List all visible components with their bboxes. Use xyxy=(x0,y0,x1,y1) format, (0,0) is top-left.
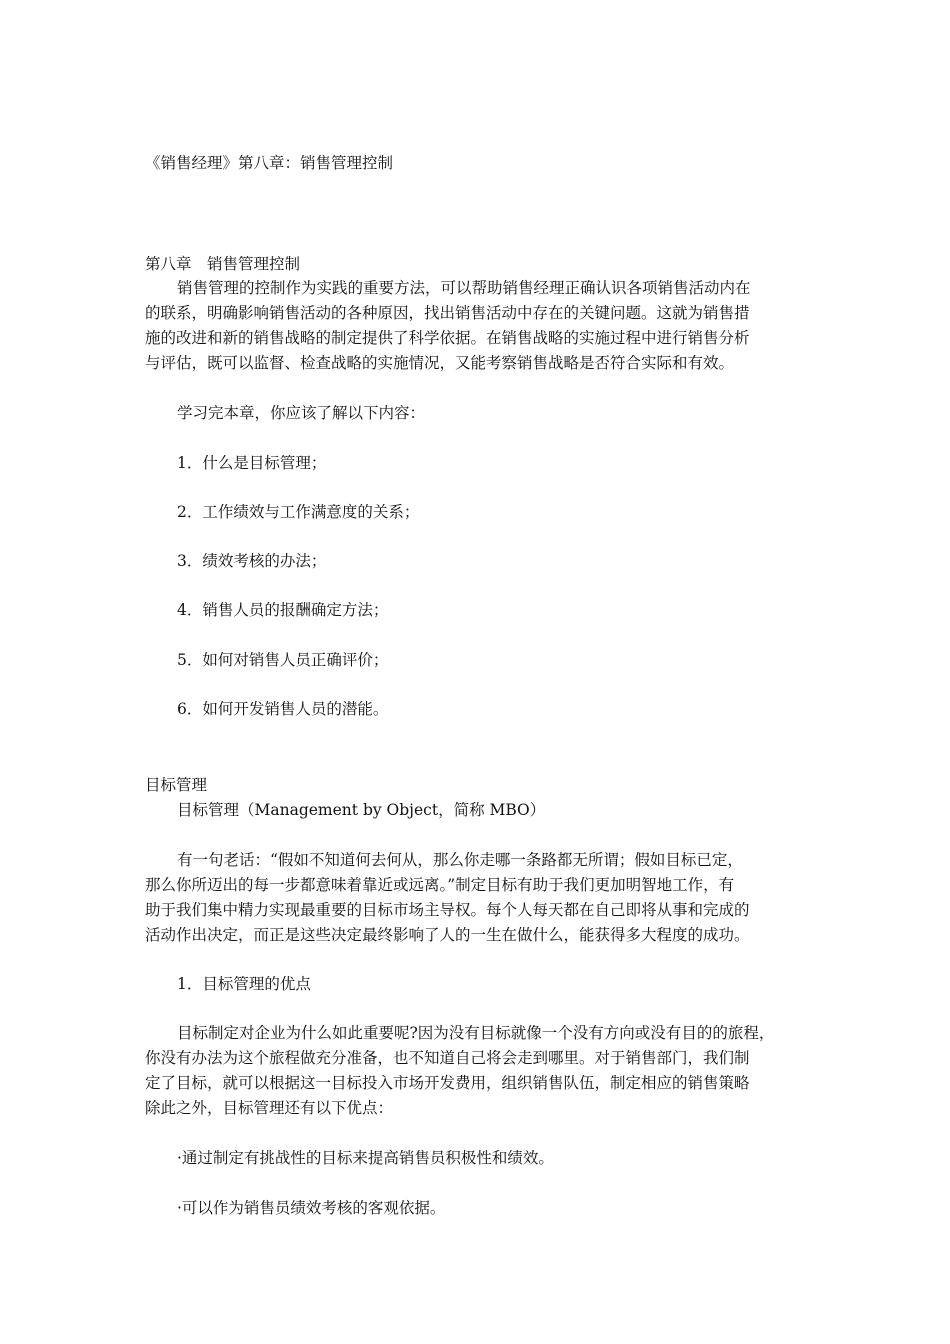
section-heading: 目标管理 xyxy=(145,776,208,794)
intro-line: 与评估，既可以监督、检查战略的实施情况，又能考察销售战略是否符合实际和有效。 xyxy=(145,354,735,372)
learn-item: 5．如何对销售人员正确评价； xyxy=(177,651,389,669)
saying-line: 助于我们集中精力实现最重要的目标市场主导权。每个人每天都在自己即将从事和完成的 xyxy=(145,901,750,919)
learn-item: 4．销售人员的报酬确定方法； xyxy=(177,601,389,619)
saying-line: 活动作出决定，而正是这些决定最终影响了人的一生在做什么，能获得多大程度的成功。 xyxy=(145,926,750,944)
document-title: 《销售经理》第八章：销售管理控制 xyxy=(145,154,394,172)
advantages-line: 目标制定对企业为什么如此重要呢?因为没有目标就像一个没有方向或没有目的的旅程， xyxy=(177,1024,775,1042)
section-subtitle: 目标管理（Management by Object，简称 MBO） xyxy=(177,801,546,819)
learn-item: 3．绩效考核的办法； xyxy=(177,552,327,570)
advantages-line: 定了目标，就可以根据这一目标投入市场开发费用，组织销售队伍，制定相应的销售策略 xyxy=(145,1074,750,1092)
learn-item: 6．如何开发销售人员的潜能。 xyxy=(177,700,389,718)
saying-line: 那么你所迈出的每一步都意味着靠近或远离。”制定目标有助于我们更加明智地工作，有 xyxy=(145,876,735,894)
intro-line: 销售管理的控制作为实践的重要方法，可以帮助销售经理正确认识各项销售活动内在 xyxy=(177,279,751,297)
learn-item: 1．什么是目标管理； xyxy=(177,454,327,472)
learn-intro: 学习完本章，你应该了解以下内容： xyxy=(177,404,426,422)
advantages-heading: 1．目标管理的优点 xyxy=(177,975,311,993)
intro-line: 的联系，明确影响销售活动的各种原因，找出销售活动中存在的关键问题。这就为销售措 xyxy=(145,304,750,322)
learn-item: 2．工作绩效与工作满意度的关系； xyxy=(177,503,420,521)
saying-line: 有一句老话：“假如不知道何去何从，那么你走哪一条路都无所谓；假如目标已定， xyxy=(177,851,743,869)
bullet-item: ·通过制定有挑战性的目标来提高销售员积极性和绩效。 xyxy=(177,1149,554,1167)
advantages-line: 除此之外，目标管理还有以下优点： xyxy=(145,1099,394,1117)
advantages-line: 你没有办法为这个旅程做充分准备，也不知道自己将会走到哪里。对于销售部门，我们制 xyxy=(145,1049,750,1067)
bullet-item: ·可以作为销售员绩效考核的客观依据。 xyxy=(177,1199,446,1217)
chapter-heading: 第八章 销售管理控制 xyxy=(145,255,301,273)
intro-line: 施的改进和新的销售战略的制定提供了科学依据。在销售战略的实施过程中进行销售分析 xyxy=(145,329,750,347)
